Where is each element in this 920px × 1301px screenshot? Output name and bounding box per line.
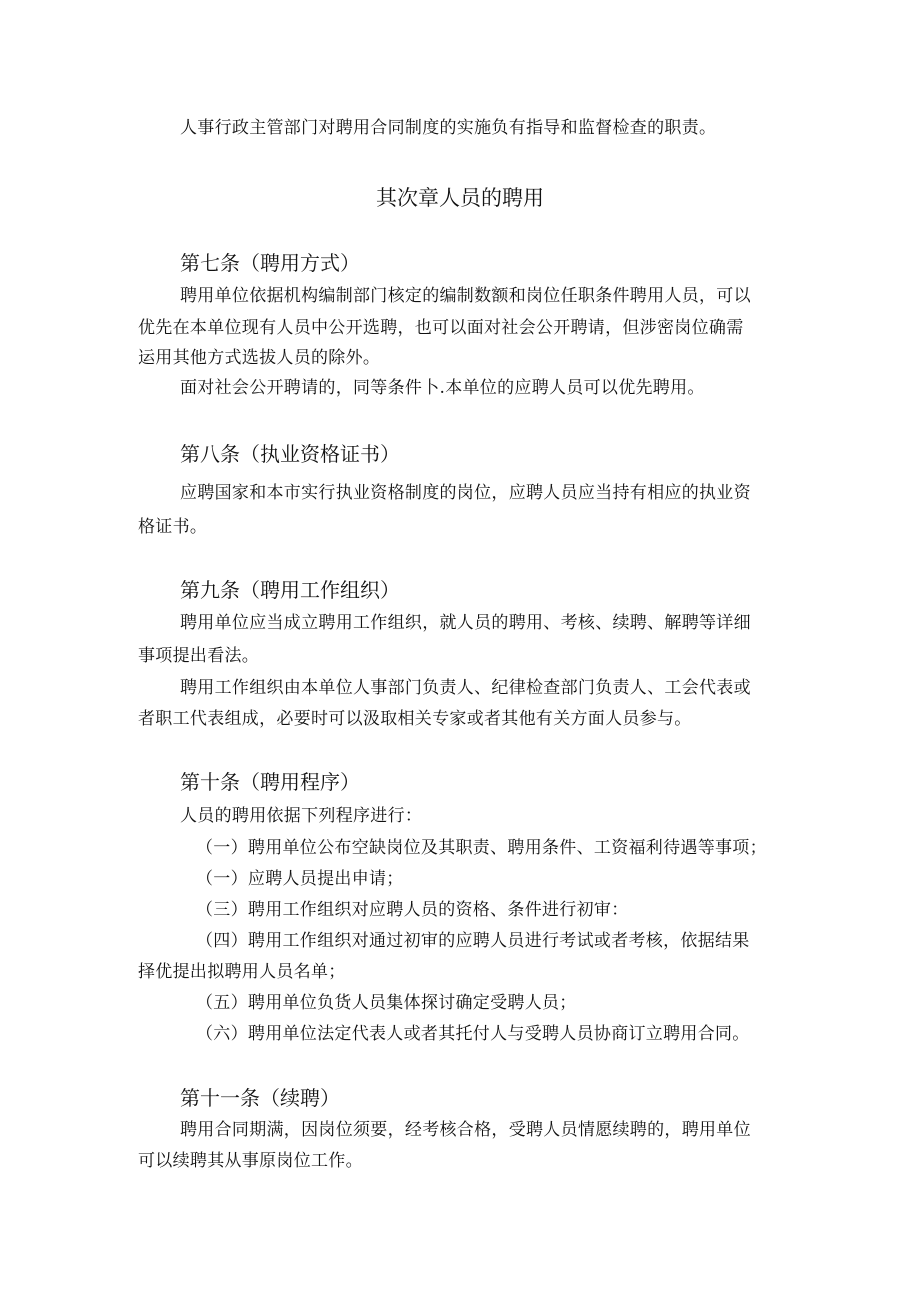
chapter-title: 其次章人员的聘用: [376, 186, 544, 210]
article-7-text: 面对社会公开聘请的，同等条件卜.本单位的应聘人员可以优先聘用。: [180, 378, 705, 398]
article-11-text: 聘用合同期满，因岗位须要，经考核合格，受聘人员情愿续聘的，聘用单位: [180, 1120, 751, 1140]
procedure-item: （一）聘用单位公布空缺岗位及其职责、聘用条件、工资福利待遇等事项；: [196, 838, 767, 858]
intro-paragraph: 人事行政主管部门对聘用合同制度的实施负有指导和监督检查的职责。: [180, 118, 717, 138]
article-8-text: 应聘国家和本市实行执业资格制度的岗位，应聘人员应当持有相应的执业资: [180, 483, 751, 503]
procedure-item: （四）聘用工作组织对通过初审的应聘人员进行考试或者考核，依据结果: [196, 931, 750, 951]
article-8-text: 格证书。: [138, 517, 208, 537]
procedure-item: 择优提出拟聘用人员名单；: [138, 962, 346, 982]
article-9-text: 聘用工作组织由本单位人事部门负责人、纪律检查部门负责人、工会代表或: [180, 678, 751, 698]
article-9-text: 者职工代表组成，必要时可以汲取相关专家或者其他有关方面人员参与。: [138, 709, 692, 729]
article-9-text: 事项提出看法。: [138, 646, 260, 666]
article-9-title: 第九条（聘用工作组织）: [180, 578, 400, 602]
procedure-item: （三）聘用工作组织对应聘人员的资格、条件进行初审：: [196, 900, 629, 920]
article-7-text: 聘用单位依据机构编制部门核定的编制数额和岗位任职条件聘用人员，可以: [180, 286, 751, 306]
article-8-title: 第八条（执业资格证书）: [180, 442, 400, 466]
article-7-title: 第七条（聘用方式）: [180, 251, 360, 275]
article-10-title: 第十条（聘用程序）: [180, 770, 360, 794]
procedure-item: （六）聘用单位法定代表人或者其托付人与受聘人员协商订立聘用合同。: [196, 1024, 750, 1044]
article-7-text: 运用其他方式选拔人员的除外。: [138, 348, 381, 368]
article-11-title: 第十一条（续聘）: [180, 1086, 340, 1110]
article-7-text: 优先在本单位现有人员中公开选聘，也可以面对社会公开聘请，但涉密岗位确需: [138, 318, 744, 338]
article-11-text: 可以续聘其从事原岗位工作。: [138, 1151, 363, 1171]
article-9-text: 聘用单位应当成立聘用工作组织，就人员的聘用、考核、续聘、解聘等详细: [180, 613, 751, 633]
procedure-item: （五）聘用单位负货人员集体探讨确定受聘人员；: [196, 993, 577, 1013]
article-10-lead: 人员的聘用依据下列程序进行：: [180, 806, 423, 826]
procedure-item: （一）应聘人员提出申请；: [196, 869, 404, 889]
